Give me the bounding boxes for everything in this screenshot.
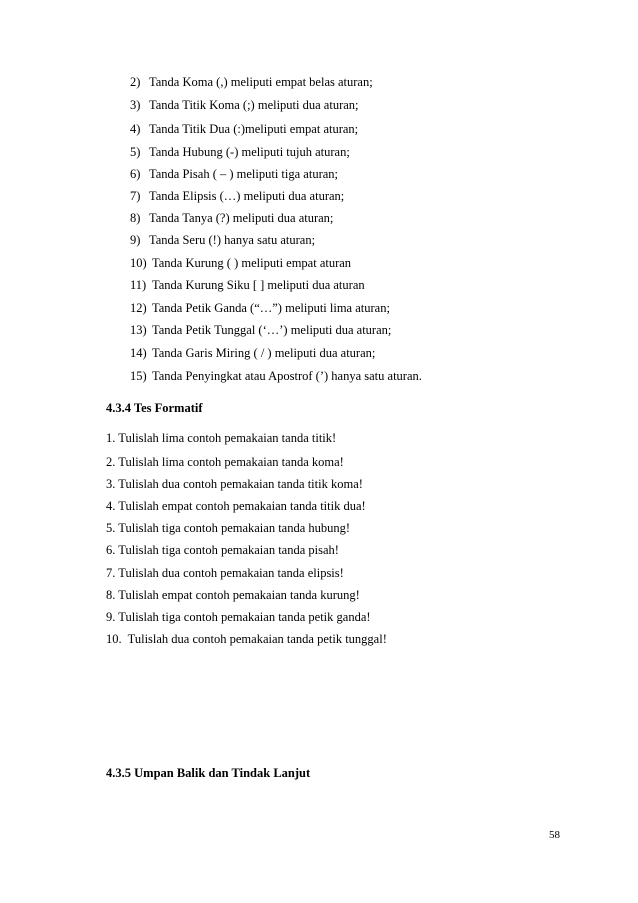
rule-item	[130, 189, 344, 203]
rule-text: Tanda Koma (,) meliputi empat belas aturan;	[149, 75, 373, 89]
test-item: 5. Tulislah tiga contoh pemakaian tanda hubung!	[106, 521, 351, 535]
rule-text: Tanda Tanya (?) meliputi dua aturan;	[149, 211, 334, 225]
rule-text: Tanda Kurung ( ) meliputi empat aturan	[152, 256, 352, 270]
rule-text: Tanda Penyingkat atau Apostrof (’) hanya satu aturan.	[152, 369, 422, 383]
test-item: 2. Tulislah lima contoh pemakaian tanda koma!	[106, 455, 344, 469]
rule-number: 11)	[130, 278, 147, 292]
rule-text: Tanda Hubung (-) meliputi tujuh aturan;	[149, 145, 350, 159]
rule-item	[130, 145, 350, 159]
rule-number: 10)	[130, 256, 147, 270]
rule-text: Tanda Petik Tunggal (‘…’) meliputi dua aturan;	[152, 323, 392, 337]
section-heading-tes-formatif: 4.3.4 Tes Formatif	[106, 401, 203, 415]
rule-item	[130, 323, 391, 337]
rule-number: 12)	[130, 301, 147, 315]
rule-item	[130, 211, 333, 225]
test-item: 3. Tulislah dua contoh pemakaian tanda titik koma!	[106, 477, 363, 491]
rule-text: Tanda Elipsis (…) meliputi dua aturan;	[149, 189, 345, 203]
rule-number: 15)	[130, 369, 147, 383]
rule-number: 14)	[130, 346, 147, 360]
test-item: 1. Tulislah lima contoh pemakaian tanda titik!	[106, 431, 337, 445]
rule-item	[130, 75, 373, 89]
test-item: 8. Tulislah empat contoh pemakaian tanda kurung!	[106, 588, 360, 602]
section-heading-umpan-balik: 4.3.5 Umpan Balik dan Tindak Lanjut	[106, 766, 311, 780]
rule-text: Tanda Garis Miring ( / ) meliputi dua aturan;	[152, 346, 376, 360]
rule-number: 9)	[130, 233, 141, 247]
rule-item	[130, 278, 365, 292]
page-number: 58	[549, 829, 560, 841]
rule-item	[130, 167, 338, 181]
rule-item	[130, 346, 375, 360]
rule-number: 4)	[130, 122, 141, 136]
rule-number: 8)	[130, 211, 141, 225]
rule-number: 3)	[130, 98, 141, 112]
rule-item	[130, 301, 390, 315]
test-item: 9. Tulislah tiga contoh pemakaian tanda petik ganda!	[106, 610, 371, 624]
rule-number: 7)	[130, 189, 141, 203]
test-item: 4. Tulislah empat contoh pemakaian tanda titik dua!	[106, 499, 366, 513]
rule-text: Tanda Titik Koma (;) meliputi dua aturan;	[149, 98, 359, 112]
rule-item	[130, 256, 351, 270]
rule-item	[130, 233, 315, 247]
test-item: 7. Tulislah dua contoh pemakaian tanda elipsis!	[106, 566, 344, 580]
test-item: 10. Tulislah dua contoh pemakaian tanda petik tunggal!	[106, 632, 387, 646]
rule-text: Tanda Titik Dua (:)meliputi empat aturan;	[149, 122, 359, 136]
rule-text: Tanda Petik Ganda (“…”) meliputi lima aturan;	[152, 301, 390, 315]
rule-number: 6)	[130, 167, 141, 181]
rule-number: 2)	[130, 75, 141, 89]
rule-number: 5)	[130, 145, 141, 159]
rule-item	[130, 369, 422, 383]
rule-item	[130, 98, 359, 112]
rule-item	[130, 122, 358, 136]
rule-text: Tanda Kurung Siku [ ] meliputi dua aturan	[152, 278, 365, 292]
test-item: 6. Tulislah tiga contoh pemakaian tanda pisah!	[106, 543, 339, 557]
rule-text: Tanda Pisah ( – ) meliputi tiga aturan;	[149, 167, 339, 181]
rule-text: Tanda Seru (!) hanya satu aturan;	[149, 233, 316, 247]
rule-number: 13)	[130, 323, 147, 337]
